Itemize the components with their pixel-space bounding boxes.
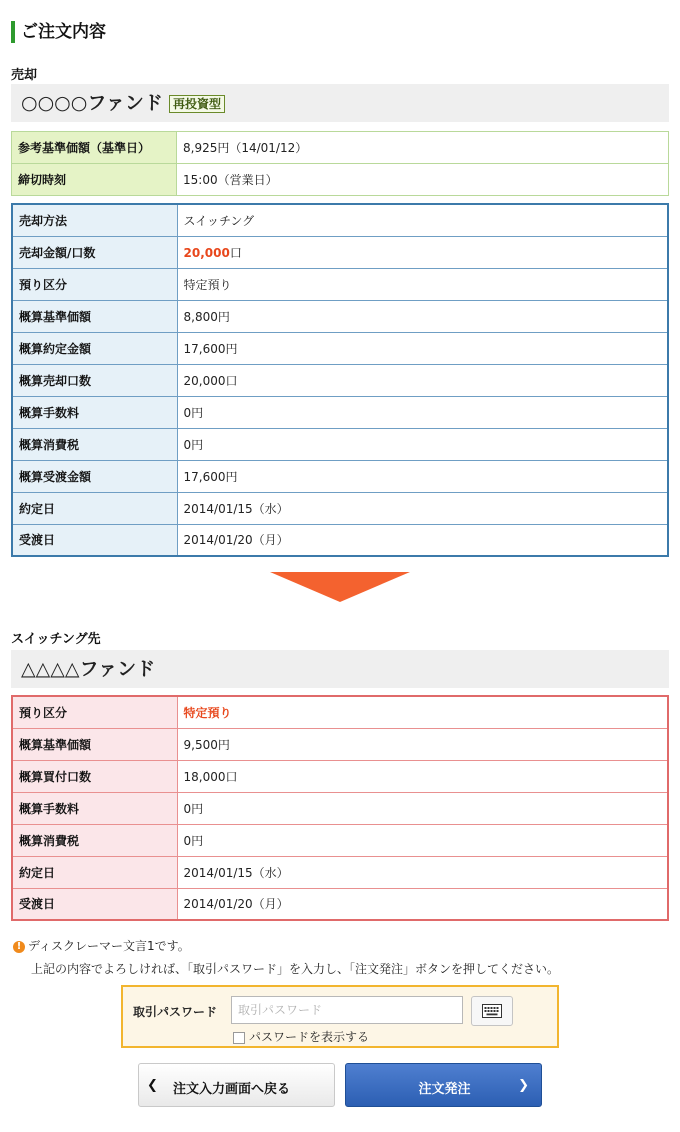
submit-order-button[interactable] xyxy=(345,1063,542,1107)
switch-section-label: スイッチング先 xyxy=(11,632,101,647)
table-row xyxy=(12,460,668,492)
row-value xyxy=(177,236,668,268)
disclaimer-text: ディスクレーマー文言1です。 xyxy=(28,939,190,953)
row-label: 参考基準価額（基準日） xyxy=(12,132,177,164)
reinvest-badge: 再投資型 xyxy=(169,95,225,113)
row-value: 17,600円 xyxy=(177,332,668,364)
switch-detail-table xyxy=(11,695,669,921)
sell-detail-table xyxy=(11,203,669,557)
table-row xyxy=(12,204,668,236)
table-row xyxy=(12,396,668,428)
table-row xyxy=(12,164,669,196)
row-label: 売却方法 xyxy=(12,204,177,236)
row-label: 約定日 xyxy=(12,492,177,524)
show-password-label[interactable]: パスワードを表示する xyxy=(249,1030,370,1044)
row-value: 8,800円 xyxy=(177,300,668,332)
row-label: 概算基準価額 xyxy=(12,728,177,760)
row-label: 概算売却口数 xyxy=(12,364,177,396)
disclaimer-line xyxy=(13,937,559,954)
row-label: 預り区分 xyxy=(12,268,177,300)
sell-amount-value: 20,000 xyxy=(183,245,230,260)
row-value: 17,600円 xyxy=(177,460,668,492)
table-row xyxy=(12,332,668,364)
row-label: 概算受渡金額 xyxy=(12,460,177,492)
row-value: 8,925円（14/01/12） xyxy=(177,132,669,164)
switch-arrow-down-icon xyxy=(270,572,410,602)
password-panel xyxy=(121,985,559,1048)
row-label: 受渡日 xyxy=(12,888,177,920)
sell-section-label: 売却 xyxy=(11,68,38,83)
sell-reference-table xyxy=(11,131,669,196)
table-row xyxy=(12,524,668,556)
row-value xyxy=(177,696,668,728)
instruction-text: 上記の内容でよろしければ、「取引パスワード」を入力し、「注文発注」ボタンを押してください。 xyxy=(31,962,560,976)
row-label: 概算基準価額 xyxy=(12,300,177,332)
sell-amount-unit: 口 xyxy=(229,245,242,260)
row-label: 締切時刻 xyxy=(12,164,177,196)
row-value: 0円 xyxy=(177,396,668,428)
row-label: 売却金額/口数 xyxy=(12,236,177,268)
password-input[interactable] xyxy=(231,996,463,1024)
table-row xyxy=(12,792,668,824)
chevron-left-icon: ❮ xyxy=(147,1078,158,1093)
row-label: 概算買付口数 xyxy=(12,760,177,792)
table-row xyxy=(12,132,669,164)
chevron-right-icon: ❯ xyxy=(518,1078,529,1093)
row-label: 概算手数料 xyxy=(12,792,177,824)
table-row xyxy=(12,888,668,920)
row-value: 20,000口 xyxy=(177,364,668,396)
row-value: スイッチング xyxy=(177,204,668,236)
switch-fund-name-bar xyxy=(11,650,669,688)
switch-fund-name: △△△△ファンド xyxy=(21,658,156,680)
page-title: ご注文内容 xyxy=(11,21,106,43)
row-label: 概算約定金額 xyxy=(12,332,177,364)
warning-icon: ! xyxy=(13,941,25,953)
row-value: 2014/01/20（月） xyxy=(177,524,668,556)
sell-fund-name-bar xyxy=(11,84,669,122)
row-value: 0円 xyxy=(177,792,668,824)
row-label: 概算消費税 xyxy=(12,428,177,460)
row-label: 受渡日 xyxy=(12,524,177,556)
row-value: 0円 xyxy=(177,824,668,856)
row-label: 約定日 xyxy=(12,856,177,888)
back-button-label: 注文入力画面へ戻る xyxy=(173,1082,291,1097)
table-row xyxy=(12,856,668,888)
disclaimer-notice xyxy=(13,937,559,977)
row-value: 2014/01/15（水） xyxy=(177,856,668,888)
row-value: 0円 xyxy=(177,428,668,460)
keyboard-icon xyxy=(482,1004,502,1018)
table-row xyxy=(12,760,668,792)
password-label: 取引パスワード xyxy=(133,1005,218,1019)
table-row xyxy=(12,728,668,760)
row-value: 2014/01/15（水） xyxy=(177,492,668,524)
row-value: 15:00（営業日） xyxy=(177,164,669,196)
table-row xyxy=(12,428,668,460)
show-password-checkbox[interactable] xyxy=(233,1032,245,1044)
row-label: 預り区分 xyxy=(12,696,177,728)
deposit-type-value: 特定預り xyxy=(183,705,232,720)
table-row xyxy=(12,364,668,396)
table-row xyxy=(12,268,668,300)
table-row xyxy=(12,824,668,856)
row-label: 概算手数料 xyxy=(12,396,177,428)
table-row xyxy=(12,236,668,268)
submit-button-label: 注文発注 xyxy=(418,1082,471,1097)
table-row xyxy=(12,696,668,728)
row-value: 9,500円 xyxy=(177,728,668,760)
back-to-order-input-button[interactable] xyxy=(138,1063,335,1107)
row-label: 概算消費税 xyxy=(12,824,177,856)
table-row xyxy=(12,300,668,332)
software-keyboard-button[interactable] xyxy=(471,996,513,1026)
row-value: 18,000口 xyxy=(177,760,668,792)
show-password-option[interactable] xyxy=(233,1028,369,1045)
table-row xyxy=(12,492,668,524)
row-value: 2014/01/20（月） xyxy=(177,888,668,920)
sell-fund-name: ○○○○ファンド xyxy=(21,92,163,114)
row-value: 特定預り xyxy=(177,268,668,300)
